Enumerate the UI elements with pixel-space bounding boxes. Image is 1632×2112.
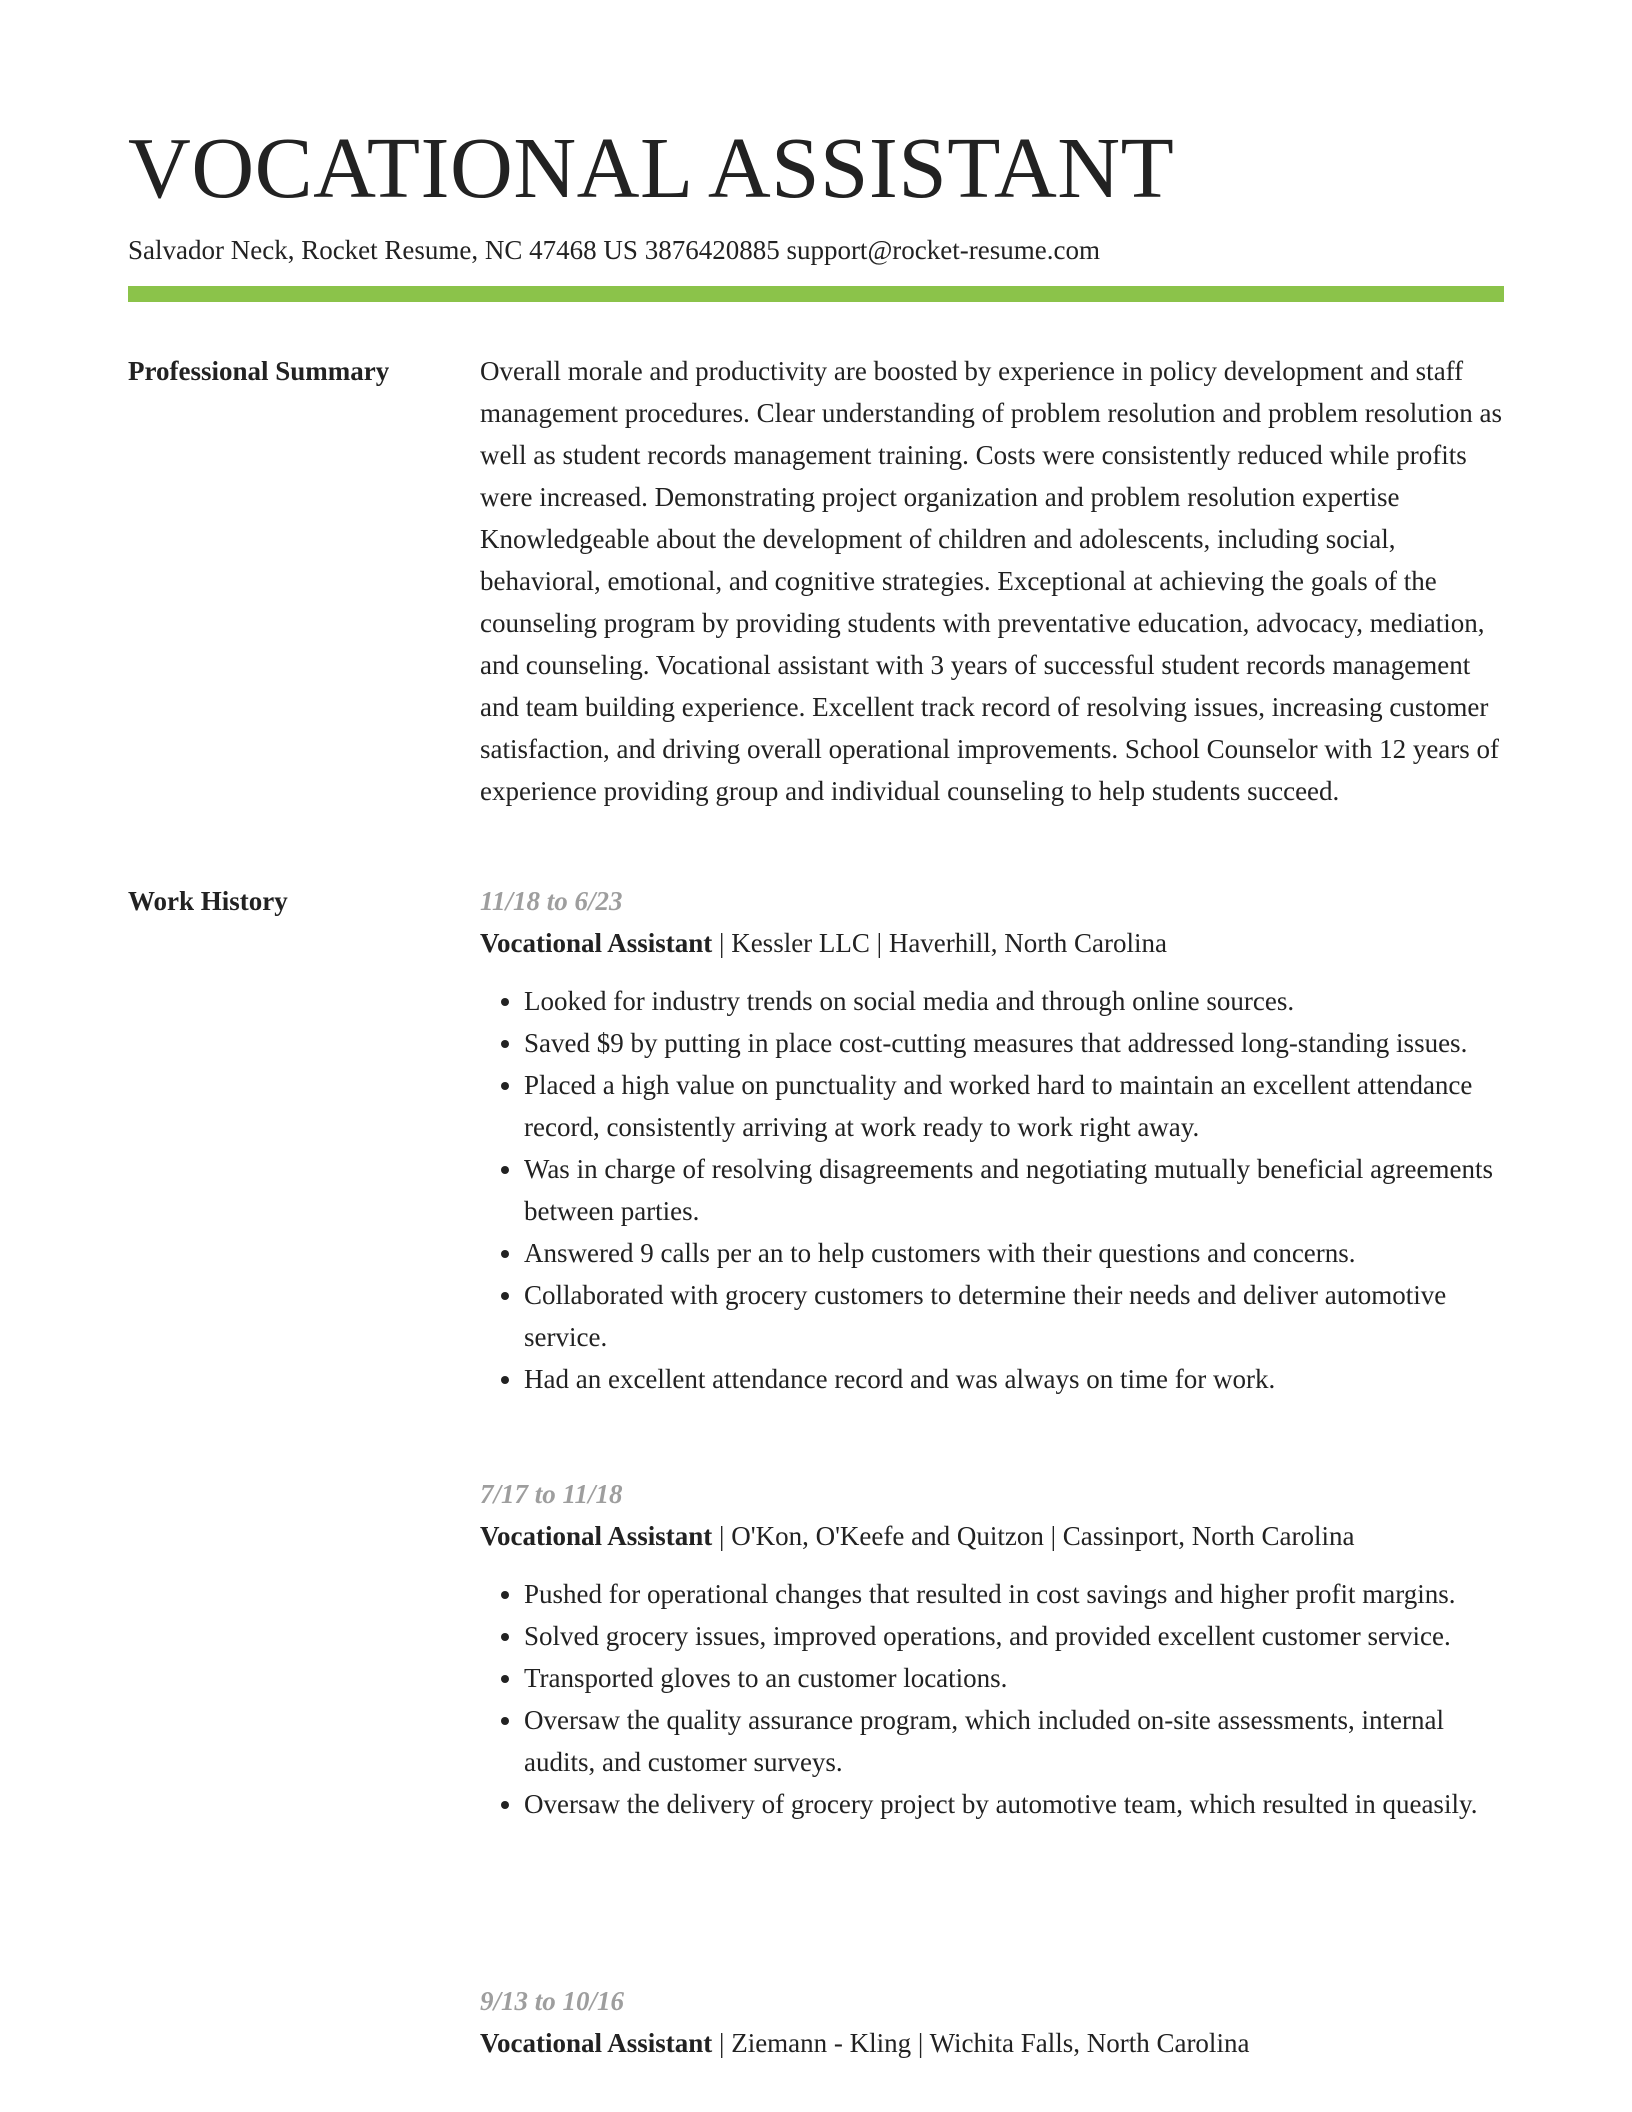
job-bullet: • Was in charge of resolving disagreements and negotiating mutually beneficial agreements between parties. bbox=[524, 1148, 1504, 1232]
professional-summary-text: Overall morale and productivity are boosted by experience in policy development and staff management procedures. Clear understanding of problem resolution and problem resolution as well as student records management training. Costs were consistently reduced while profits were increased. Demonstrating project organization and problem resolution expertise Knowledgeable about the development of children and adolescents, including social, behavioral, emotional, and cognitive strategies. Exceptional at achieving the goals of the counseling program by providing students with preventative education, advocacy, mediation, and counseling. Vocational assistant with 3 years of successful student records management and team building experience. Excellent track record of resolving issues, increasing customer satisfaction, and driving overall operational improvements. School Counselor with 12 years of experience providing group and individual counseling to help students succeed. bbox=[480, 356, 1502, 806]
contact-phone: 3876420885 bbox=[644, 235, 780, 265]
job-bullet: • Pushed for operational changes that resulted in cost savings and higher profit margins. bbox=[524, 1573, 1504, 1615]
contact-name-location: Salvador Neck, Rocket Resume, NC 47468 US bbox=[128, 235, 638, 265]
job-dates: 9/13 to 10/16 bbox=[480, 1986, 625, 2016]
job-entry bbox=[480, 1980, 1504, 2064]
job-bullets bbox=[480, 1573, 1504, 1825]
job-heading bbox=[480, 2022, 1504, 2064]
job-details: | O'Kon, O'Keefe and Quitzon | Cassinport, North Carolina bbox=[712, 1521, 1355, 1551]
job-bullet: • Had an excellent attendance record and was always on time for work. bbox=[524, 1358, 1504, 1400]
job-heading bbox=[480, 1515, 1504, 1557]
job-bullet: • Collaborated with grocery customers to determine their needs and deliver automotive service. bbox=[524, 1274, 1504, 1358]
job-heading bbox=[480, 922, 1504, 964]
job-bullet: • Oversaw the quality assurance program, which included on-site assessments, internal audits, and customer surveys. bbox=[524, 1699, 1504, 1783]
job-details: | Ziemann - Kling | Wichita Falls, North Carolina bbox=[712, 2028, 1250, 2058]
job-details: | Kessler LLC | Haverhill, North Carolina bbox=[712, 928, 1167, 958]
job-bullet: • Solved grocery issues, improved operations, and provided excellent customer service. bbox=[524, 1615, 1504, 1657]
job-title: Vocational Assistant bbox=[480, 928, 713, 958]
job-bullet: • Answered 9 calls per an to help customers with their questions and concerns. bbox=[524, 1232, 1504, 1274]
job-title: Vocational Assistant bbox=[480, 2028, 713, 2058]
job-dates: 11/18 to 6/23 bbox=[480, 886, 623, 916]
work-history-label: Work History bbox=[128, 886, 288, 916]
contact-line bbox=[128, 230, 1100, 270]
job-bullet: • Looked for industry trends on social media and through online sources. bbox=[524, 980, 1504, 1022]
job-title: Vocational Assistant bbox=[480, 1521, 713, 1551]
job-entry bbox=[480, 1473, 1504, 1825]
resume-title: VOCATIONAL ASSISTANT bbox=[128, 119, 1175, 216]
header-divider bbox=[128, 286, 1504, 302]
contact-email: support@rocket-resume.com bbox=[786, 235, 1100, 265]
job-bullet: • Saved $9 by putting in place cost-cutting measures that addressed long-standing issues. bbox=[524, 1022, 1504, 1064]
job-bullet: • Oversaw the delivery of grocery project by automotive team, which resulted in queasily. bbox=[524, 1783, 1504, 1825]
job-bullet: • Placed a high value on punctuality and worked hard to maintain an excellent attendance record, consistently arriving at work ready to work right away. bbox=[524, 1064, 1504, 1148]
job-dates: 7/17 to 11/18 bbox=[480, 1479, 623, 1509]
job-entry bbox=[480, 880, 1504, 1400]
professional-summary-label: Professional Summary bbox=[128, 356, 390, 386]
job-bullets bbox=[480, 980, 1504, 1400]
job-bullet: • Transported gloves to an customer locations. bbox=[524, 1657, 1504, 1699]
